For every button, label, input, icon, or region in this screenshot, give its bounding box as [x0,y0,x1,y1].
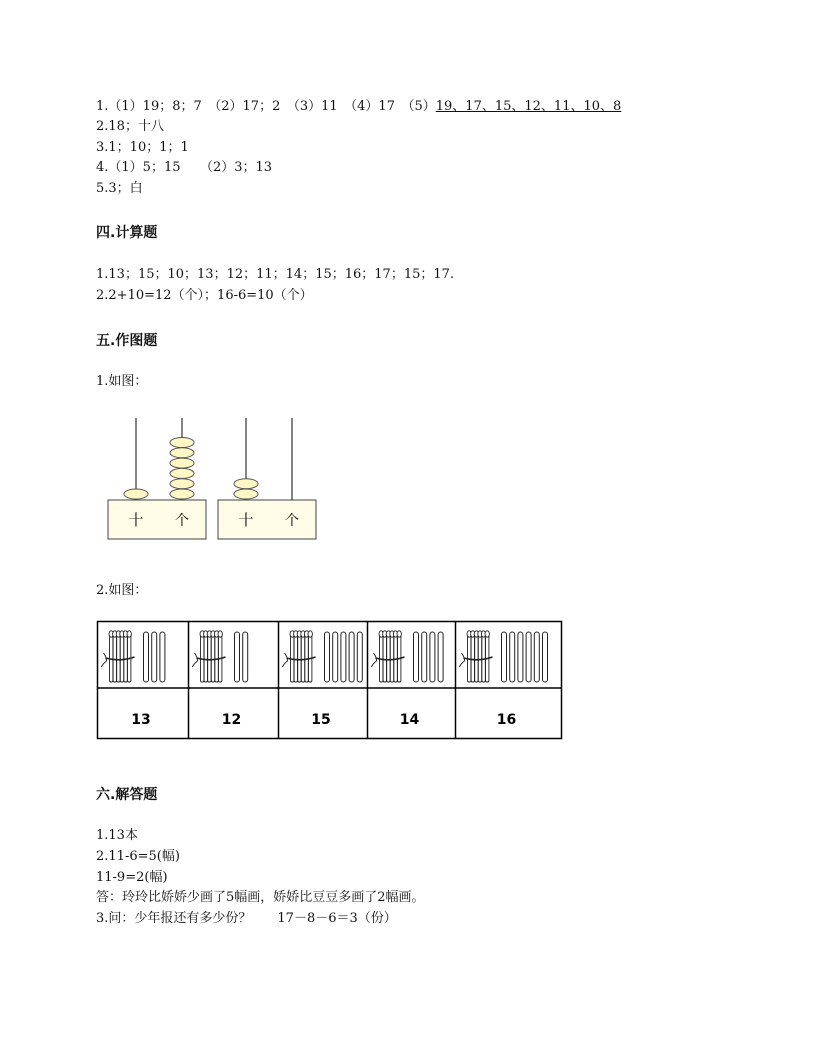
answer-line-4: 4.（1）5；15 （2）3；13 [96,160,273,175]
answer-line-5: 5.3；白 [96,181,143,196]
answer-line-1 [96,98,621,116]
solve-line-3: 11-9=2(幅) [96,870,168,885]
answer-line-2: 2.18；十八 [96,119,164,134]
loose-stick-icon [543,632,548,682]
abacus-right-tens-label: 十 [238,511,254,529]
loose-stick-icon [243,632,248,682]
loose-stick-icon [235,632,240,682]
loose-stick-icon [144,632,149,682]
sticks-number: 13 [131,712,151,728]
loose-stick-icon [341,632,346,682]
abacus-right-base [218,500,316,539]
sticks-number: 12 [221,712,242,728]
answer-line-1-text: 1.（1）19；8；7 （2）17；2 （3）11 （4）17 （5） [96,99,436,114]
loose-stick-icon [333,632,338,682]
loose-stick-icon [357,632,362,682]
abacus-left-ones-label: 个 [175,513,189,529]
sticks-number: 16 [496,712,517,728]
abacus-right-ones-label: 个 [285,513,299,529]
sticks-table [96,620,566,742]
loose-stick-icon [349,632,354,682]
answer-line-3: 3.1；10；1；1 [96,140,189,155]
section-heading-calc: 四.计算题 [96,225,158,241]
section-heading-solve: 六.解答题 [96,787,158,803]
solve-line-2: 2.11-6=5(幅) [96,849,180,864]
abacus-figure [100,412,330,547]
abacus-bead-tens [234,489,258,499]
abacus-right [218,418,316,539]
loose-stick-icon [502,632,507,682]
abacus-bead-ones [170,479,194,489]
abacus-bead-ones [170,489,194,499]
abacus-left [108,418,206,539]
loose-stick-icon [438,632,443,682]
figure-2-label: 2.如图： [96,583,148,598]
solve-line-1: 1.13本 [96,828,138,843]
loose-stick-icon [152,632,157,682]
loose-stick-icon [325,632,330,682]
loose-stick-icon [430,632,435,682]
abacus-bead-tens [234,479,258,489]
abacus-left-tens-label: 十 [128,511,144,529]
abacus-bead-ones [170,468,194,478]
sticks-number: 15 [311,712,331,728]
loose-stick-icon [510,632,515,682]
loose-stick-icon [160,632,165,682]
sticks-number: 14 [399,712,420,728]
answer-line-1-underlined: 19、17、15、12、11、10、8 [435,99,622,114]
loose-stick-icon [534,632,539,682]
loose-stick-icon [526,632,531,682]
calc-line-2: 2.2+10=12（个）；16-6=10（个） [96,288,313,303]
loose-stick-icon [414,632,419,682]
abacus-bead-ones [170,448,194,458]
abacus-bead-ones [170,458,194,468]
loose-stick-icon [518,632,523,682]
section-heading-draw: 五.作图题 [96,333,158,349]
figure-1-label: 1.如图： [96,374,148,389]
abacus-bead-ones [170,438,194,448]
loose-stick-icon [422,632,427,682]
solve-line-5: 3.问：少年报还有多少份？ 17－8－6＝3（份） [96,911,397,926]
abacus-bead-tens [124,489,148,499]
abacus-left-base [108,500,206,539]
calc-line-1: 1.13；15；10；13；12；11；14；15；16；17；15；17. [96,267,455,282]
solve-line-4: 答：玲玲比娇娇少画了5幅画，娇娇比豆豆多画了2幅画。 [96,890,425,905]
